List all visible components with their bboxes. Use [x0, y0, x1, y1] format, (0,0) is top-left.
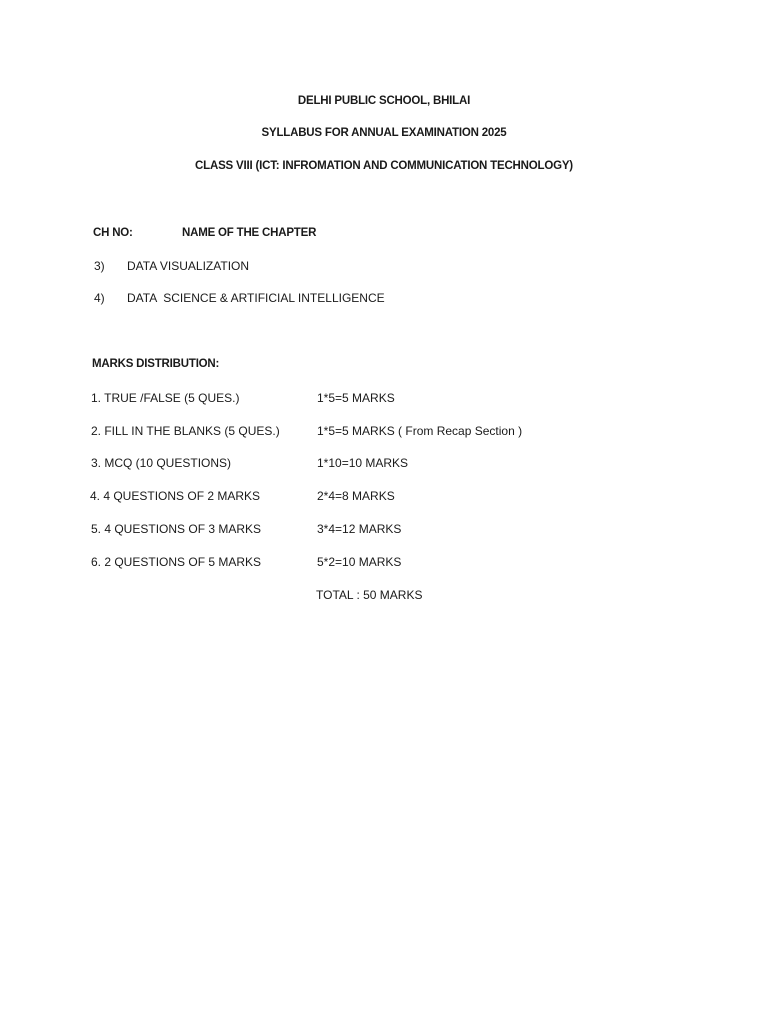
chapter-number: 4) — [94, 291, 105, 305]
chapter-name: DATA SCIENCE & ARTIFICIAL INTELLIGENCE — [127, 291, 385, 305]
marks-row-label: 5. 4 QUESTIONS OF 3 MARKS — [91, 522, 262, 536]
marks-row-value: 1*5=5 MARKS — [317, 391, 395, 405]
marks-row-label: 4. 4 QUESTIONS OF 2 MARKS — [90, 489, 261, 503]
chapter-number-heading: CH NO: — [93, 227, 133, 239]
marks-row-value: 3*4=12 MARKS — [317, 522, 402, 536]
marks-row-value: 1*10=10 MARKS — [317, 456, 409, 470]
marks-distribution-heading: MARKS DISTRIBUTION: — [92, 358, 220, 370]
marks-row-label: 6. 2 QUESTIONS OF 5 MARKS — [91, 555, 262, 569]
marks-row-label: 1. TRUE /FALSE (5 QUES.) — [91, 391, 240, 405]
marks-row-value: 5*2=10 MARKS — [317, 555, 402, 569]
chapter-name-heading: NAME OF THE CHAPTER — [182, 227, 317, 239]
marks-row-label: 2. FILL IN THE BLANKS (5 QUES.) — [91, 424, 280, 438]
marks-row-label: 3. MCQ (10 QUESTIONS) — [91, 456, 232, 470]
marks-row-value: 2*4=8 MARKS — [317, 489, 395, 503]
chapter-number: 3) — [94, 259, 105, 273]
marks-row-value: 1*5=5 MARKS ( From Recap Section ) — [317, 424, 523, 438]
marks-total: TOTAL : 50 MARKS — [316, 588, 423, 602]
class-title: CLASS VIII (ICT: INFROMATION AND COMMUNICATION TECHNOLOGY) — [195, 160, 573, 172]
chapter-name: DATA VISUALIZATION — [127, 259, 250, 273]
school-title: DELHI PUBLIC SCHOOL, BHILAI — [297, 95, 471, 107]
syllabus-title: SYLLABUS FOR ANNUAL EXAMINATION 2025 — [261, 127, 507, 139]
